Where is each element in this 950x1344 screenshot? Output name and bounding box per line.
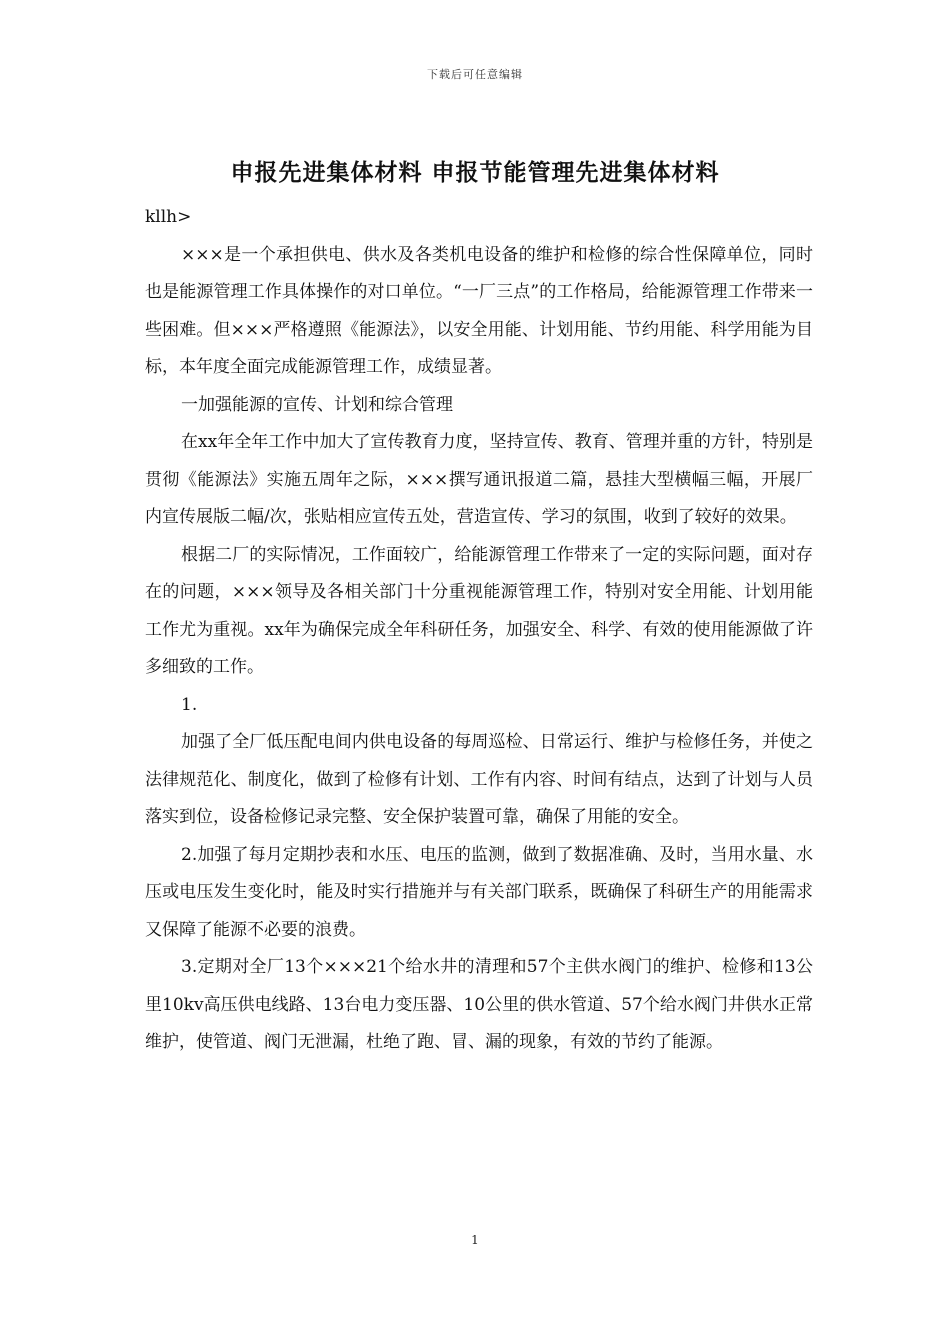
list-item-1: 加强了全厂低压配电间内供电设备的每周巡检、日常运行、维护与检修任务，并使之法律规范化、制度化，做到了检修有计划、工作有内容、时间有结点，达到了计划与人员落实到位，设备检修记录完整、安全保护装置可靠，确保了用能的安全。 (145, 732, 813, 827)
list-item-2: 2.加强了每月定期抄表和水压、电压的监测，做到了数据准确、及时，当用水量、水压或电压发生变化时，能及时实行措施并与有关部门联系，既确保了科研生产的用能需求又保障了能源不必要的浪费。 (145, 844, 813, 940)
document-title: 申报先进集体材料 申报节能管理先进集体材料 (230, 159, 720, 186)
paragraph-intro: ×××是一个承担供电、供水及各类机电设备的维护和检修的综合性保障单位，同时也是能源管理工作具体操作的对口单位。“一厂三点”的工作格局，给能源管理工作带来一些困难。但×××严格遵照《能源法》，以安全用能、计划用能、节约用能、科学用能为目标，本年度全面完成能源管理工作，成绩显著。 (145, 244, 813, 377)
paragraph-tag: kllh> (145, 207, 192, 227)
page-number: 1 (471, 1233, 479, 1247)
list-item-3: 3.定期对全厂13个×××21个给水井的清理和57个主供水阀门的维护、检修和13公里10kv高压供电线路、13台电力变压器、10公里的供水管道、57个给水阀门井供水正常维护，使管道、阀门无泄漏，杜绝了跑、冒、漏的现象，有效的节约了能源。 (145, 957, 813, 1052)
section-heading: 一加强能源的宣传、计划和综合管理 (181, 394, 453, 415)
paragraph-actual-situation: 根据二厂的实际情况，工作面较广，给能源管理工作带来了一定的实际问题，面对存在的问题，×××领导及各相关部门十分重视能源管理工作，特别对安全用能、计划用能工作尤为重视。xx年为确保完成全年科研任务，加强安全、科学、有效的使用能源做了许多细致的工作。 (145, 544, 813, 677)
document-body (145, 199, 813, 1062)
paragraph-publicity: 在xx年全年工作中加大了宣传教育力度，坚持宣传、教育、管理并重的方针，特别是贯彻《能源法》实施五周年之际，×××撰写通讯报道二篇，悬挂大型横幅三幅，开展厂内宣传展版二幅/次，张贴相应宣传五处，营造宣传、学习的氛围，收到了较好的效果。 (145, 432, 813, 527)
header-note: 下载后可任意编辑 (427, 68, 523, 81)
list-number-1: 1. (181, 694, 198, 715)
